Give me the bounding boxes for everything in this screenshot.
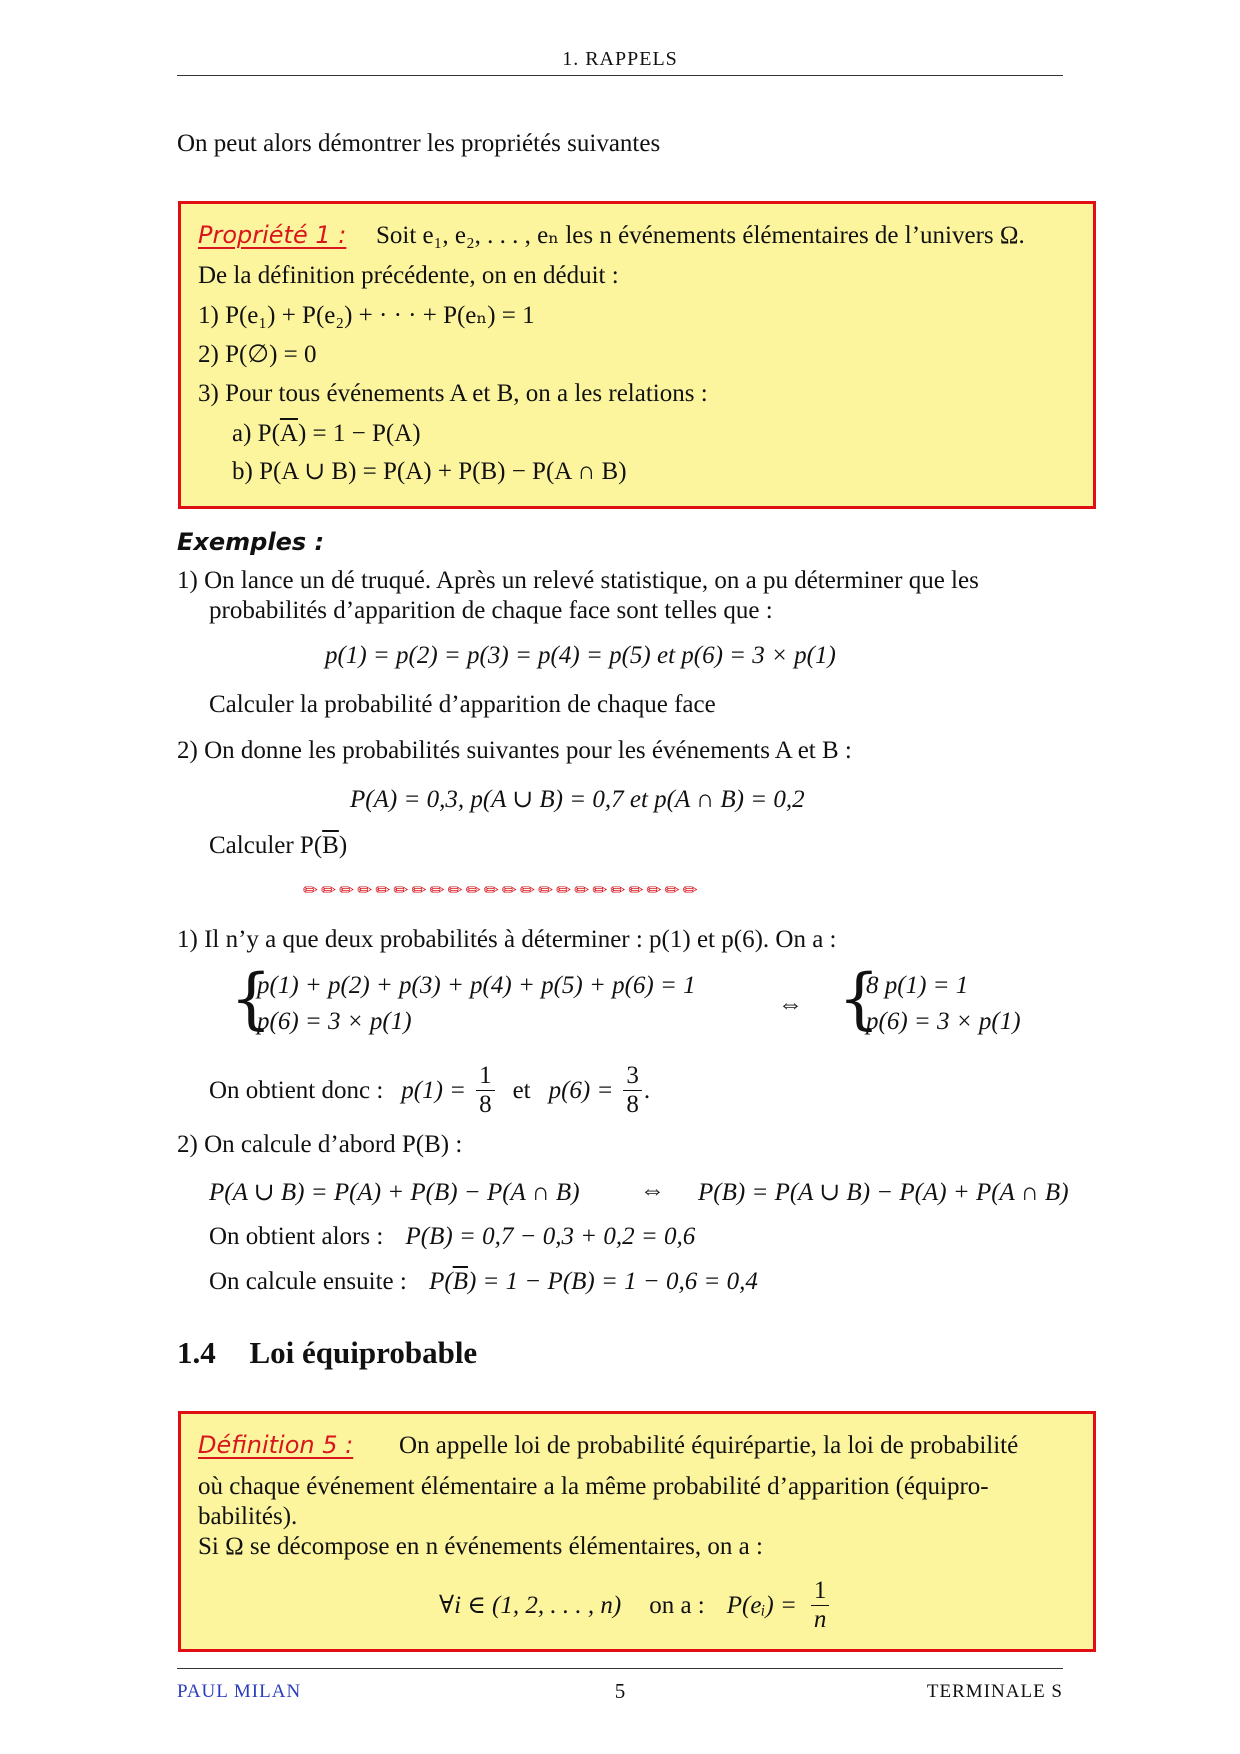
solution1-intro: 1) Il n’y a que deux probabilités à déterminer : p(1) et p(6). On a : — [177, 926, 837, 953]
ensuite-equation — [429, 1268, 758, 1295]
alors-label: On obtient alors : — [209, 1223, 384, 1250]
p6-num: 3 — [623, 1062, 642, 1091]
solution2-ensuite — [209, 1267, 758, 1297]
footer-author: PAUL MILAN — [177, 1681, 302, 1702]
p6-dot: . — [643, 1076, 651, 1104]
sub-a-complement: $\overline{A}$ — [279, 420, 298, 447]
section-heading — [177, 1335, 477, 1371]
definition-line4: Si Ω se décompose en n événements élémentaires, on a : — [198, 1533, 763, 1560]
p6-fraction — [623, 1062, 642, 1119]
p1-lhs: p(1) = — [401, 1076, 467, 1104]
definition-header — [198, 1431, 353, 1459]
propriete-item-1: 1) P(e₁) + P(e₂) + · · · + P(eₙ) = 1 — [198, 302, 535, 329]
ensuite-label: On calcule ensuite : — [209, 1268, 407, 1295]
definition-line2: où chaque événement élémentaire a la même probabilité d’apparition (équipro- — [198, 1473, 989, 1500]
propriete-item-2: 2) P(∅) = 0 — [198, 341, 317, 368]
system1-line1: p(1) + p(2) + p(3) + p(4) + p(5) + p(6) = 1 — [257, 972, 696, 999]
ex2-question-suffix: ) — [338, 832, 348, 859]
fraction-num: 1 — [811, 1577, 830, 1606]
forall-expression: ∀i ∈ (1, 2, . . . , n) — [439, 1591, 622, 1619]
definition-box — [178, 1411, 1096, 1652]
propriete-header — [198, 221, 346, 249]
p6-den: 8 — [626, 1091, 639, 1118]
definition-line1: On appelle loi de probabilité équirépartie, la loi de probabilité — [399, 1432, 1019, 1459]
ex2-question-prefix: Calculer P( — [209, 832, 323, 859]
ex2-question-complement: $\overline{B}$ — [322, 832, 339, 859]
propriete-line2: De la définition précédente, on en déduit : — [198, 262, 619, 289]
system2-brace: { — [838, 960, 880, 1037]
footer-class: TERMINALE S — [926, 1681, 1063, 1702]
p1-num: 1 — [476, 1062, 495, 1091]
running-header: 1. RAPPELS — [562, 48, 678, 70]
ex2-line1: 2) On donne les probabilités suivantes pour les événements A et B : — [177, 737, 852, 764]
one-over-n-fraction — [811, 1577, 830, 1634]
ensuite-prefix: P( — [429, 1268, 453, 1295]
ex1-equation: p(1) = p(2) = p(3) = p(4) = p(5) et p(6) = 3 × p(1) — [325, 642, 836, 669]
header-rule — [177, 75, 1063, 76]
solution2-alors — [209, 1222, 695, 1252]
footer-rule — [177, 1668, 1063, 1669]
propriete-sub-a — [232, 419, 421, 449]
ex2-equation: P(A) = 0,3, p(A ∪ B) = 0,7 et p(A ∩ B) = 0,2 — [350, 786, 805, 813]
ex2-question — [209, 831, 347, 861]
propriete-label: Propriété 1 : — [198, 221, 347, 249]
ex1-line2: probabilités d’apparition de chaque face sont telles que : — [209, 597, 773, 624]
alors-equation: P(B) = 0,7 − 0,3 + 0,2 = 0,6 — [405, 1223, 696, 1250]
propriete-sub-b: b) P(A ∪ B) = P(A) + P(B) − P(A ∩ B) — [232, 458, 627, 485]
solution2-eq-right: P(B) = P(A ∪ B) − P(A) + P(A ∩ B) — [698, 1179, 1069, 1206]
equivalence-symbol-1: ⇔ — [778, 991, 803, 1018]
system2-line1: 8 p(1) = 1 — [866, 972, 969, 999]
solution2-eq-left: P(A ∪ B) = P(A) + P(B) − P(A ∩ B) — [209, 1179, 580, 1206]
definition-label: Définition 5 : — [198, 1431, 354, 1459]
fraction-den: n — [813, 1606, 827, 1633]
system2-line2: p(6) = 3 × p(1) — [866, 1008, 1021, 1035]
pencil-separator: ✏✏✏✏✏✏✏✏✏✏✏✏✏✏✏✏✏✏✏✏✏✏ — [303, 880, 701, 901]
on-a-word: on a : — [649, 1591, 705, 1619]
p1-den: 8 — [479, 1091, 492, 1118]
sub-a-suffix: ) = 1 − P(A) — [297, 420, 421, 447]
intro-text: On peut alors démontrer les propriétés suivantes — [177, 130, 661, 157]
definition-equation — [439, 1577, 829, 1634]
result1-line — [209, 1062, 650, 1119]
result1-label: On obtient donc : — [209, 1076, 384, 1104]
ex1-line1: 1) On lance un dé truqué. Après un relevé statistique, on a pu déterminer que les — [177, 567, 979, 594]
et-word: et — [512, 1076, 531, 1104]
pei-lhs: P(eᵢ) = — [726, 1591, 797, 1619]
p6-lhs: p(6) = — [548, 1076, 614, 1104]
section-title: Loi équiprobable — [249, 1335, 478, 1370]
footer-page-number: 5 — [614, 1679, 626, 1703]
ensuite-suffix: ) = 1 − P(B) = 1 − 0,6 = 0,4 — [467, 1268, 758, 1295]
exemples-label: Exemples : — [177, 528, 325, 556]
p1-fraction — [476, 1062, 495, 1119]
propriete-item-3: 3) Pour tous événements A et B, on a les relations : — [198, 380, 708, 407]
sub-a-prefix: a) P( — [232, 420, 280, 447]
ex1-question: Calculer la probabilité d’apparition de chaque face — [209, 691, 716, 718]
ensuite-complement: $\overline{B}$ — [452, 1268, 468, 1295]
section-number: 1.4 — [177, 1335, 216, 1370]
equivalence-symbol-2: ⇔ — [640, 1177, 665, 1204]
propriete-line1: Soit e₁, e₂, . . . , eₙ les n événements élémentaires de l’univers Ω. — [376, 222, 1025, 249]
propriete-box — [178, 201, 1096, 509]
solution2-intro: 2) On calcule d’abord P(B) : — [177, 1131, 463, 1158]
system1-brace: { — [230, 960, 272, 1037]
system1-line2: p(6) = 3 × p(1) — [257, 1008, 412, 1035]
definition-line3: babilités). — [198, 1503, 298, 1530]
